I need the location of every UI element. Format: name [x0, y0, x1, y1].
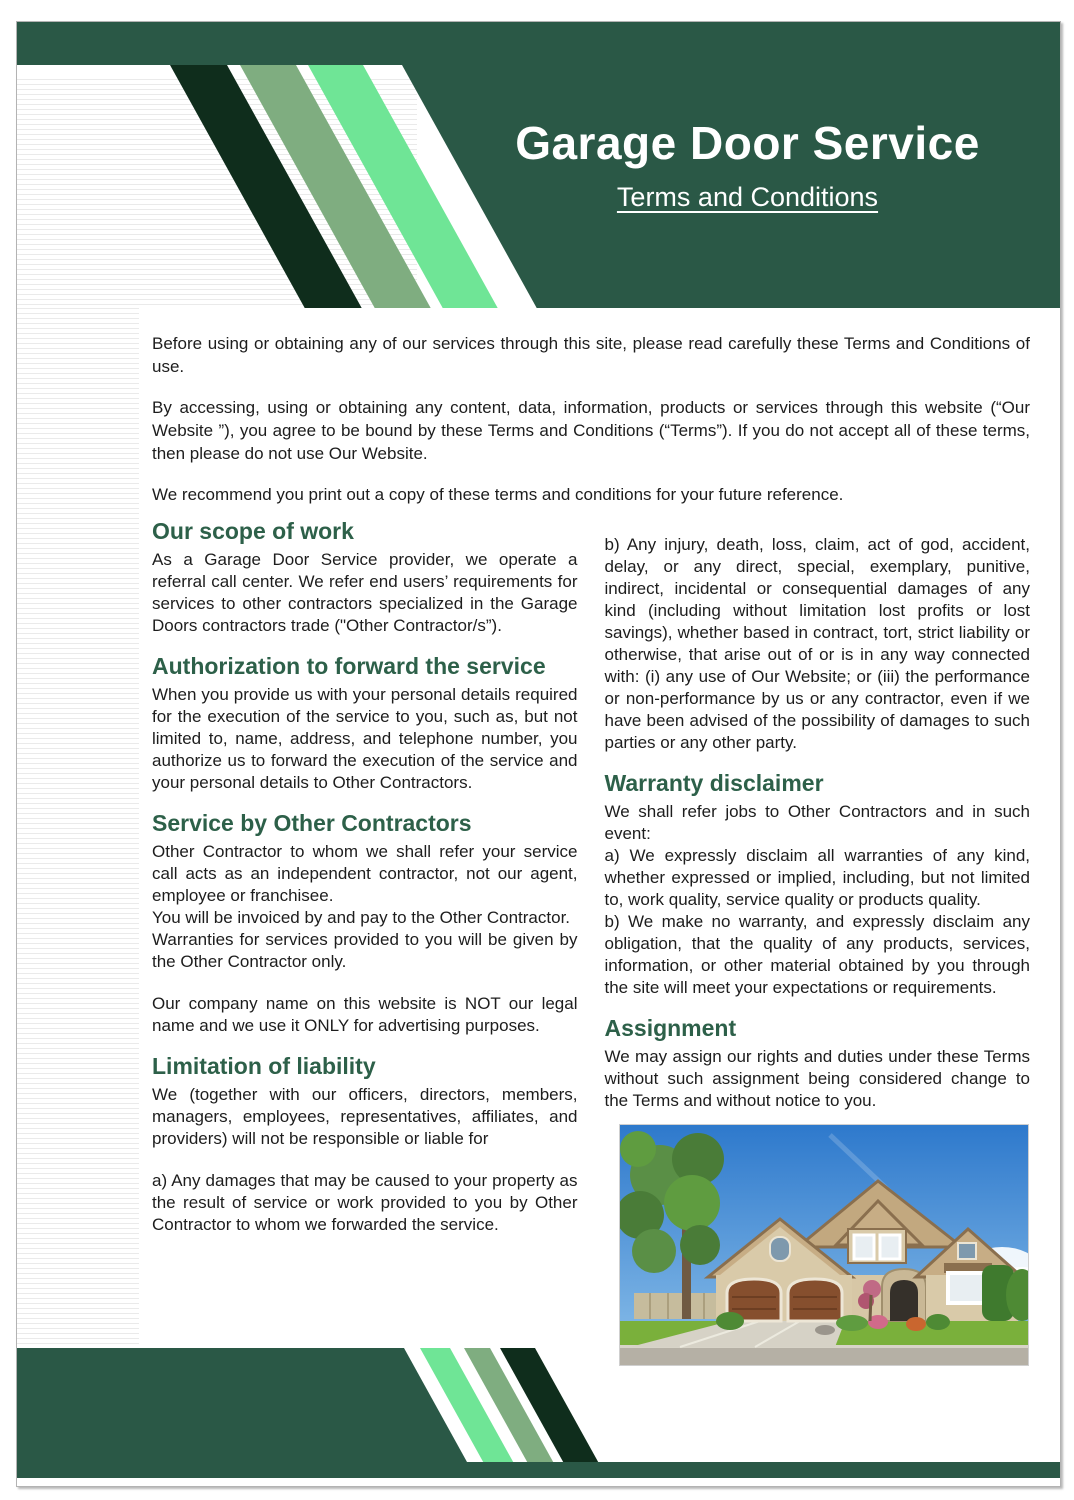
page-frame: [16, 21, 1061, 1487]
section-scope: [152, 518, 578, 637]
section-paragraph: As a Garage Door Service provider, we operate a referral call center. We refer end users’ requirements for services to other contractors specialized in the Garage Doors contractors trade ("Other Contractor/s”).: [152, 550, 578, 635]
intro-paragraph: We recommend you print out a copy of these terms and conditions for your future reference.: [152, 485, 844, 504]
section-paragraph: a) We expressly disclaim all warranties of any kind, whether expressed or implied, including, but not limited to, work quality, service quality or products quality.: [604, 846, 1030, 909]
page-subtitle: Terms and Conditions: [616, 182, 879, 212]
left-column: [152, 518, 578, 1366]
section-paragraph: Our company name on this website is NOT our legal name and we use it ONLY for advertising purposes.: [152, 994, 578, 1035]
section-heading: Assignment: [604, 1015, 737, 1041]
section-paragraph: Warranties for services provided to you will be given by the Other Contractor only.: [152, 930, 578, 971]
page-title: Garage Door Service: [515, 117, 980, 169]
section-authorization: [152, 653, 578, 794]
two-column-layout: [152, 518, 1030, 1366]
header: [17, 65, 1060, 308]
bottom-green-band: [17, 1462, 1060, 1478]
section-paragraph: a) Any damages that may be caused to your property as the result of service or work provided to you by Other Contractor to whom we forwarded the service.: [152, 1171, 578, 1234]
section-paragraph: We shall refer jobs to Other Contractors and in such event:: [604, 802, 1030, 843]
section-paragraph: Other Contractor to whom we shall refer your service call acts as an independent contractor, not our agent, employee or franchisee.: [152, 842, 578, 905]
section-heading: Authorization to forward the service: [152, 653, 546, 679]
section-heading: Our scope of work: [152, 518, 354, 544]
section-paragraph: b) Any injury, death, loss, claim, act of god, accident, delay, or any direct, special, exemplary, punitive, indirect, incidental or consequential damages of any kind (including without limitation lost profits or lost savings), whether based in contract, tort, strict liability or otherwise, that arise out of or is in any way connected with: (i) any use of Our Website; or (iii) the performance or non-performance by us or any contractor, even if we have been advised of the possibility of damages to such parties or any other party.: [604, 535, 1030, 752]
intro: [152, 308, 1030, 506]
section-other-contractors: [152, 810, 578, 1037]
content: [17, 308, 1060, 1350]
section-heading: Warranty disclaimer: [604, 770, 824, 796]
section-paragraph: You will be invoiced by and pay to the Other Contractor.: [152, 908, 571, 927]
right-column: [605, 518, 1031, 1366]
section-limitation-continued: [605, 534, 1031, 754]
top-green-band: [17, 22, 1060, 65]
section-paragraph: We (together with our officers, directors, members, managers, employees, representatives, affiliates, and providers) will not be responsible or liable for: [152, 1085, 578, 1148]
section-paragraph: When you provide us with your personal details required for the execution of the service to you, such as, but not limited to, name, address, and telephone number, you authorize us to forward the execution of the service and your personal details to Other Contractors.: [152, 685, 578, 792]
section-limitation: [152, 1053, 578, 1236]
intro-paragraph: Before using or obtaining any of our services through this site, please read carefully these Terms and Conditions of use.: [152, 334, 1030, 376]
section-paragraph: b) We make no warranty, and expressly disclaim any obligation, that the quality of any products, services, information, or other material obtained by you through the site will meet your expectations or requirements.: [604, 912, 1030, 997]
house-photo: [619, 1124, 1029, 1366]
section-heading: Limitation of liability: [152, 1053, 376, 1079]
section-paragraph: We may assign our rights and duties under these Terms without such assignment being considered change to the Terms and without notice to you.: [604, 1047, 1030, 1110]
header-text: [447, 117, 1048, 213]
intro-paragraph: By accessing, using or obtaining any content, data, information, products or services through this website (“Our Website ”), you agree to be bound by these Terms and Conditions (“Terms”). If you do not accept all of these terms, then please do not use Our Website.: [152, 398, 1030, 463]
section-assignment: [605, 1015, 1031, 1112]
section-heading: Service by Other Contractors: [152, 810, 472, 836]
section-warranty: [605, 770, 1031, 999]
